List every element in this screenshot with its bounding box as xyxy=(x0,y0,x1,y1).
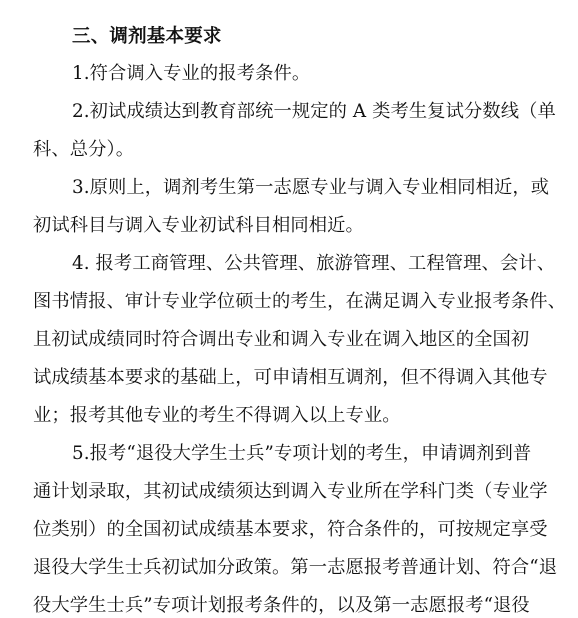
item-3-line-2: 初试科目与调入专业初试科目相同相近。 xyxy=(33,215,364,236)
item-4-line-1: 4. 报考工商管理、公共管理、旅游管理、工程管理、会计、 xyxy=(72,253,556,274)
item-5-line-1: 5.报考“退役大学生士兵”专项计划的考生，申请调剂到普 xyxy=(72,443,532,464)
item-4-line-2: 图书情报、审计专业学位硕士的考生，在满足调入专业报考条件、 xyxy=(33,291,567,312)
item-5-line-3: 位类别）的全国初试成绩基本要求，符合条件的，可按规定享受 xyxy=(33,519,548,540)
item-5-line-4: 退役大学生士兵初试加分政策。第一志愿报考普通计划、符合“退 xyxy=(33,557,558,578)
item-4-line-4: 试成绩基本要求的基础上，可申请相互调剂，但不得调入其他专 xyxy=(33,367,548,388)
section-heading: 三、调剂基本要求 xyxy=(72,26,222,47)
item-3-line-1: 3.原则上，调剂考生第一志愿专业与调入专业相同相近，或 xyxy=(72,177,550,198)
item-5-line-5: 役大学生士兵”专项计划报考条件的，以及第一志愿报考“退役 xyxy=(33,595,530,616)
item-4-line-3: 且初试成绩同时符合调出专业和调入专业在调入地区的全国初 xyxy=(33,329,530,350)
item-2-line-1: 2.初试成绩达到教育部统一规定的 A 类考生复试分数线（单 xyxy=(72,101,556,122)
item-1-line-1: 1.符合调入专业的报考条件。 xyxy=(72,63,311,84)
item-5-line-2: 通计划录取，其初试成绩须达到调入专业所在学科门类（专业学 xyxy=(33,481,548,502)
item-4-line-5: 业；报考其他专业的考生不得调入以上专业。 xyxy=(33,405,401,426)
item-2-line-2: 科、总分）。 xyxy=(33,139,135,160)
